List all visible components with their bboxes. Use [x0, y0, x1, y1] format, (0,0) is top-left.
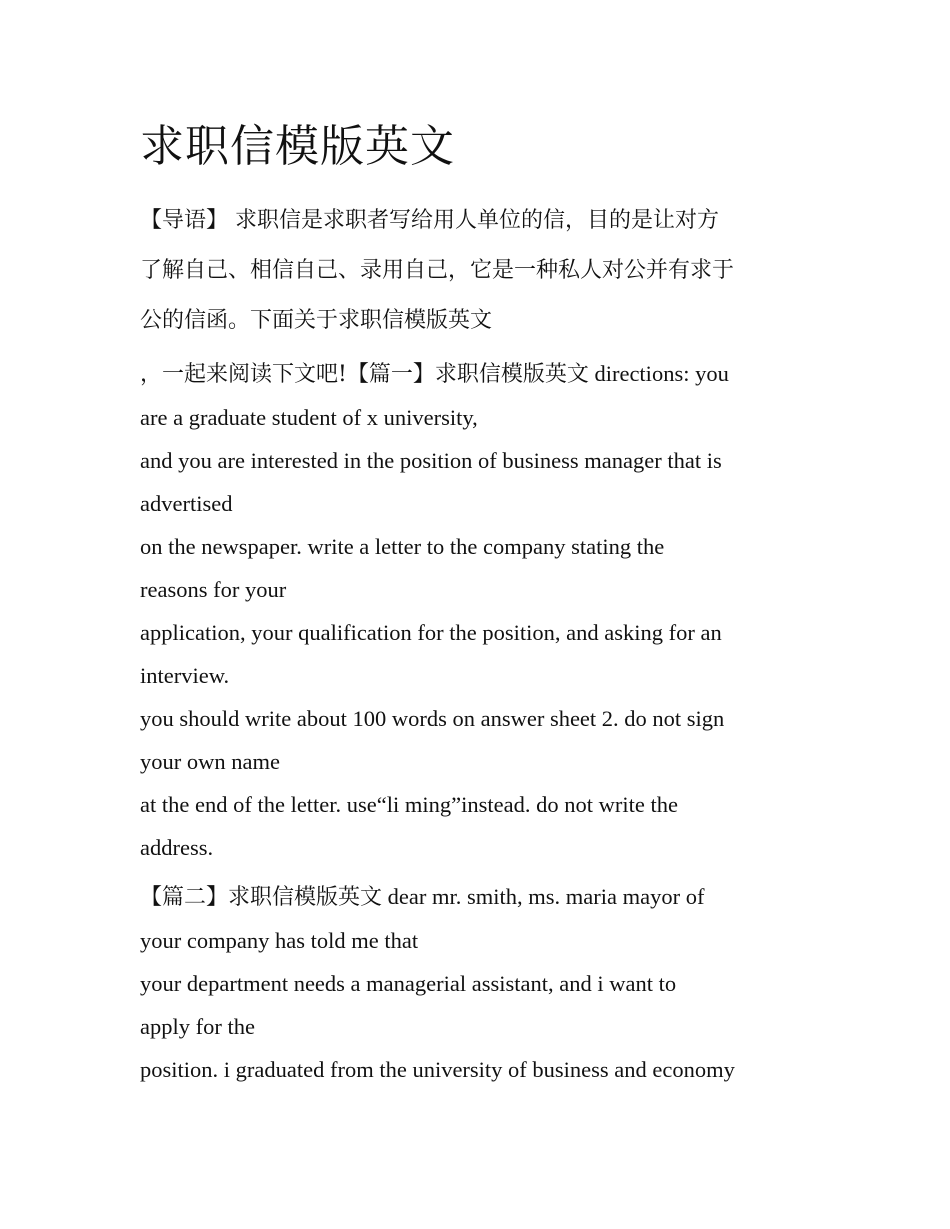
page-title: 求职信模版英文: [140, 121, 455, 172]
section1-line-8: interview.: [140, 663, 230, 688]
section2-line-1: dear mr. smith, ms. maria mayor of: [382, 884, 705, 909]
section2-line-3: your department needs a managerial assistant, and i want to: [140, 971, 677, 996]
section2-heading-line: [140, 875, 815, 919]
document-page: [140, 112, 815, 1091]
section2-heading: 【篇二】求职信模版英文: [140, 885, 383, 910]
section1-line-11: at the end of the letter. use“li ming”instead. do not write the: [140, 792, 678, 817]
section1-line-4: advertised: [140, 491, 233, 516]
section1-line-5: on the newspaper. write a letter to the company stating the: [140, 534, 665, 559]
section2-line-2: your company has told me that: [140, 928, 419, 953]
section1-line-6: reasons for your: [140, 577, 287, 602]
intro-line-3: 公的信函。下面关于求职信模版英文: [140, 308, 493, 333]
intro-line-1: 【导语】 求职信是求职者写给用人单位的信，目的是让对方: [140, 208, 719, 233]
section1-line-9: you should write about 100 words on answer sheet 2. do not sign: [140, 706, 725, 731]
section1-line-12: address.: [140, 835, 214, 860]
section1-line-1: directions: you: [588, 361, 729, 386]
section1-line-10: your own name: [140, 749, 280, 774]
section1-line-2: are a graduate student of x university,: [140, 405, 478, 430]
section2-line-5: position. i graduated from the university of business and economy: [140, 1057, 735, 1082]
intro-line-2: 了解自己、相信自己、录用自己，它是一种私人对公并有求于: [140, 258, 735, 283]
section1-heading-line: [140, 352, 815, 396]
section1-line-3: and you are interested in the position of business manager that is: [140, 448, 722, 473]
section1-heading: ，一起来阅读下文吧!【篇一】求职信模版英文: [140, 362, 589, 387]
section1-line-7: application, your qualification for the position, and asking for an: [140, 620, 722, 645]
section2-line-4: apply for the: [140, 1014, 255, 1039]
